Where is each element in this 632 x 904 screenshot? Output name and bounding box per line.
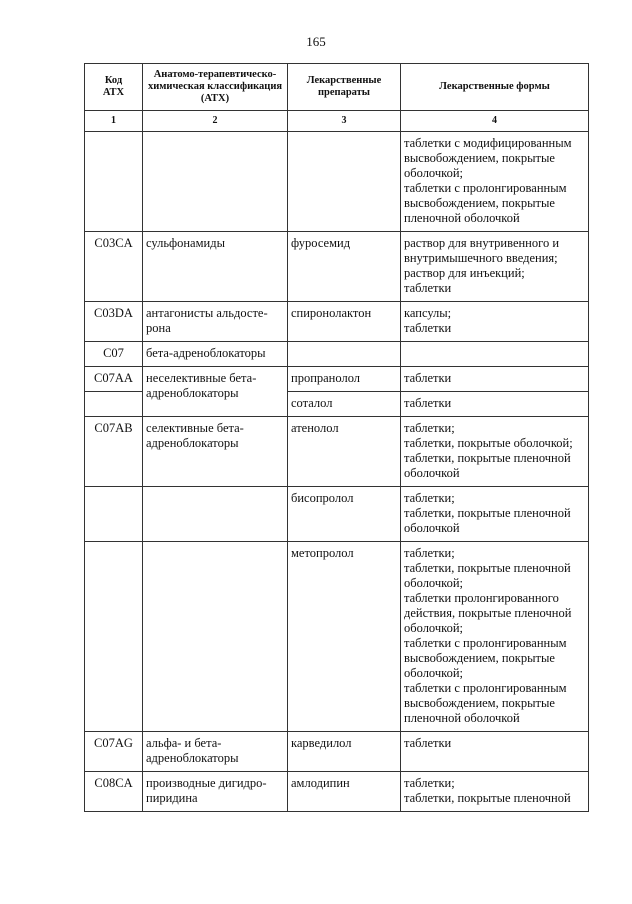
classification-cell: неселективные бета- адреноблокаторы	[143, 367, 288, 417]
drug-cell: амлодипин	[288, 772, 401, 812]
atx-code-cell: C03DA	[85, 302, 143, 342]
table-row	[85, 542, 589, 732]
page-number: 165	[306, 34, 326, 49]
classification-cell: бета-адреноблокаторы	[143, 342, 288, 367]
table-row	[85, 232, 589, 302]
header-dosage-forms: Лекарственные формы	[401, 64, 589, 111]
drug-cell: карведилол	[288, 732, 401, 772]
dosage-forms-cell: таблетки; таблетки, покрытые оболочкой; таблетки, покрытые пленочной оболочкой	[401, 417, 589, 487]
dosage-forms-cell: таблетки	[401, 367, 589, 392]
table-row	[85, 417, 589, 487]
drug-cell: бисопролол	[288, 487, 401, 542]
atx-code-cell: C07	[85, 342, 143, 367]
drug-cell: фуросемид	[288, 232, 401, 302]
dosage-forms-cell: таблетки	[401, 392, 589, 417]
drug-cell: метопролол	[288, 542, 401, 732]
classification-cell: производные дигидро- пиридина	[143, 772, 288, 812]
table-row	[85, 487, 589, 542]
atx-code-cell	[85, 132, 143, 232]
atx-code-cell	[85, 487, 143, 542]
dosage-forms-cell: таблетки	[401, 732, 589, 772]
atx-code-cell: C07AB	[85, 417, 143, 487]
dosage-forms-cell	[401, 342, 589, 367]
atx-code-cell	[85, 392, 143, 417]
drug-cell: атенолол	[288, 417, 401, 487]
dosage-forms-cell: раствор для внутривенного и внутримышечного введения; раствор для инъекций; таблетки	[401, 232, 589, 302]
table-row	[85, 772, 589, 812]
table-header-row	[85, 64, 589, 111]
classification-cell	[143, 132, 288, 232]
atx-code-cell: C07AA	[85, 367, 143, 392]
table-row	[85, 367, 589, 392]
drug-cell: пропранолол	[288, 367, 401, 392]
column-number: 4	[401, 111, 589, 132]
atx-code-cell: C08CA	[85, 772, 143, 812]
atx-code-cell	[85, 542, 143, 732]
column-number: 1	[85, 111, 143, 132]
classification-cell: альфа- и бета- адреноблокаторы	[143, 732, 288, 772]
classification-cell: селективные бета- адреноблокаторы	[143, 417, 288, 487]
drug-cell	[288, 132, 401, 232]
column-number: 2	[143, 111, 288, 132]
column-number-row	[85, 111, 589, 132]
atx-code-cell: C03CA	[85, 232, 143, 302]
table-row	[85, 342, 589, 367]
table-row	[85, 302, 589, 342]
classification-cell: сульфонамиды	[143, 232, 288, 302]
dosage-forms-cell: таблетки; таблетки, покрытые пленочной	[401, 772, 589, 812]
header-atx-code: Код АТХ	[85, 64, 143, 111]
drug-cell: соталол	[288, 392, 401, 417]
dosage-forms-cell: таблетки с модифицированным высвобождением, покрытые оболочкой; таблетки с пролонгированным высвобождением, покрытые пленочной оболочкой	[401, 132, 589, 232]
table-row	[85, 132, 589, 232]
classification-cell: антагонисты альдосте- рона	[143, 302, 288, 342]
column-number: 3	[288, 111, 401, 132]
table-row	[85, 732, 589, 772]
atx-code-cell: C07AG	[85, 732, 143, 772]
header-drugs: Лекарственные препараты	[288, 64, 401, 111]
drug-cell: спиронолактон	[288, 302, 401, 342]
classification-cell	[143, 542, 288, 732]
dosage-forms-cell: таблетки; таблетки, покрытые пленочной оболочкой	[401, 487, 589, 542]
dosage-forms-cell: капсулы; таблетки	[401, 302, 589, 342]
classification-cell	[143, 487, 288, 542]
dosage-forms-cell: таблетки; таблетки, покрытые пленочной оболочкой; таблетки пролонгированного действия, покрытые пленочной оболочкой; таблетки с пролонгированным высвобождением, покрытые оболочкой; таблетки с пролонгированным высвобождением, покрытые пленочной оболочкой	[401, 542, 589, 732]
drug-cell	[288, 342, 401, 367]
header-atx-classification: Анатомо-терапевтическо- химическая классификация (АТХ)	[143, 64, 288, 111]
atx-drug-table	[84, 63, 589, 812]
